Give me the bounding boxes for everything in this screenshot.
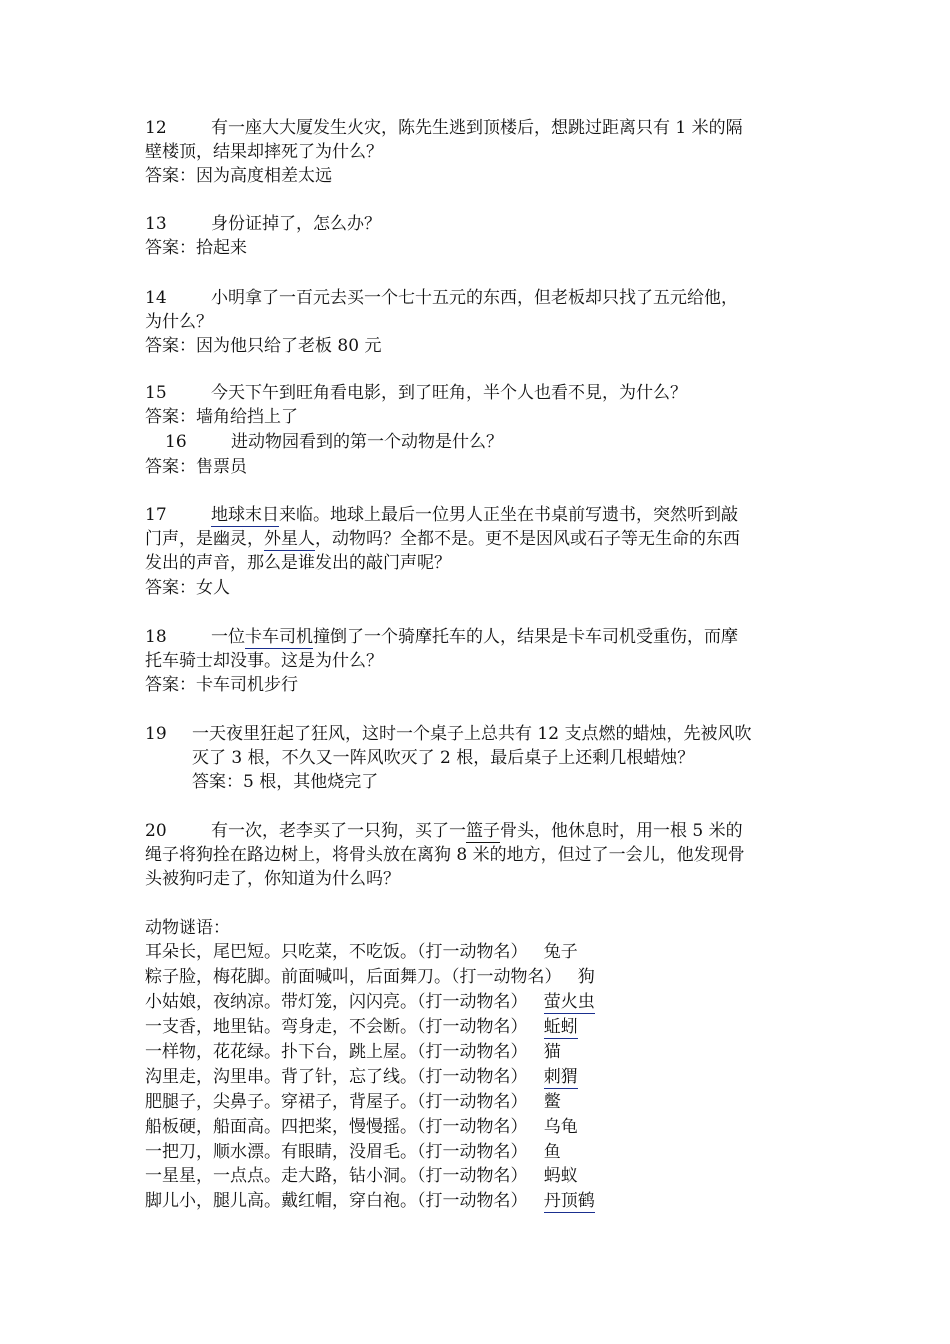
question-19-answer: 答案：5 根，其他烧完了	[192, 772, 379, 792]
question-17-answer: 答案：女人	[145, 578, 230, 598]
riddle-clue: 一支香，地里钻。弯身走，不会断。（打一动物名）	[145, 1017, 528, 1037]
question-text: 一位	[211, 627, 245, 647]
hyperlink-text[interactable]: 地球末日	[211, 505, 279, 525]
riddle-answer: 狗	[577, 967, 595, 987]
riddle-answer: 鱼	[543, 1142, 561, 1162]
question-17-line-2	[145, 527, 740, 551]
riddle-answer[interactable]: 蚯蚓	[543, 1017, 578, 1037]
question-number: 19	[145, 724, 167, 744]
question-text: 有一次，老李买了一只狗，买了一	[211, 821, 466, 841]
question-14-line-1	[145, 286, 738, 310]
riddle-answer[interactable]: 丹顶鹤	[543, 1191, 595, 1211]
question-12-line-2: 壁楼顶，结果却摔死了为什么？	[145, 142, 383, 162]
question-19-line-2: 灭了 3 根，不久又一阵风吹灭了 2 根，最后桌子上还剩几根蜡烛？	[192, 748, 695, 768]
riddle-item	[145, 1140, 561, 1164]
question-13-answer: 答案：拾起来	[145, 238, 247, 258]
question-number: 20	[145, 821, 167, 841]
question-text: 骨头，他休息时，用一根 5 米的	[500, 821, 743, 841]
question-17-line-3: 发出的声音，那么是谁发出的敲门声呢？	[145, 553, 451, 573]
question-18-line-2: 托车骑士却没事。这是为什么？	[145, 651, 383, 671]
riddle-clue: 小姑娘，夜纳凉。带灯笼，闪闪亮。（打一动物名）	[145, 992, 528, 1012]
riddle-item	[145, 1040, 561, 1064]
riddle-item	[145, 1065, 578, 1089]
question-text: 进动物园看到的第一个动物是什么？	[231, 432, 503, 452]
question-19-line-1	[145, 722, 751, 746]
question-text: ，动物吗？全都不是。更不是因风或石子等无生命的东西	[315, 529, 740, 549]
question-20-line-2: 绳子将狗拴在路边树上，将骨头放在离狗 8 米的地方，但过了一会儿，他发现骨	[145, 845, 745, 865]
question-text: 来临。地球上最后一位男人正坐在书桌前写遗书，突然听到敲	[279, 505, 738, 525]
question-15-line-1	[145, 381, 687, 405]
riddle-clue: 一把刀，顺水漂。有眼睛，没眉毛。（打一动物名）	[145, 1142, 528, 1162]
question-text: 今天下午到旺角看电影，到了旺角，半个人也看不見，为什么？	[211, 383, 687, 403]
riddle-clue: 一星星，一点点。走大路，钻小洞。（打一动物名）	[145, 1166, 528, 1186]
riddle-answer: 鳖	[543, 1092, 561, 1112]
riddle-item	[145, 990, 595, 1014]
riddle-item	[145, 1115, 578, 1139]
question-17-line-1	[145, 503, 738, 527]
question-text: 身份证掉了，怎么办？	[211, 214, 381, 234]
question-number: 18	[145, 627, 167, 647]
question-15-answer: 答案：墙角给挡上了	[145, 407, 298, 427]
riddle-answer: 蚂蚁	[543, 1166, 578, 1186]
question-number: 15	[145, 383, 167, 403]
question-20-line-3: 头被狗叼走了，你知道为什么吗？	[145, 869, 400, 889]
question-14-answer: 答案：因为他只给了老板 80 元	[145, 336, 382, 356]
riddle-answer: 乌龟	[543, 1117, 578, 1137]
riddle-item	[145, 940, 578, 964]
question-number: 16	[165, 432, 187, 452]
riddle-item	[145, 1015, 578, 1039]
question-18-line-1	[145, 625, 738, 649]
question-13-line-1	[145, 212, 381, 236]
question-14-line-2: 为什么？	[145, 312, 213, 332]
riddle-clue: 沟里走，沟里串。背了针，忘了线。（打一动物名）	[145, 1067, 528, 1087]
question-12-line-1	[145, 116, 743, 140]
question-text: 一天夜里狂起了狂风，这时一个桌子上总共有 12 支点燃的蜡烛，先被风吹	[192, 724, 752, 744]
riddle-item	[145, 1164, 578, 1188]
riddle-clue: 耳朵长，尾巴短。只吃菜，不吃饭。（打一动物名）	[145, 942, 528, 962]
riddle-answer: 猫	[543, 1042, 561, 1062]
question-number: 12	[145, 118, 167, 138]
riddle-answer[interactable]: 萤火虫	[543, 992, 595, 1012]
riddle-answer: 兔子	[543, 942, 578, 962]
hyperlink-text[interactable]: 卡车司机	[245, 627, 313, 647]
question-number: 17	[145, 505, 167, 525]
question-text: 门声，是幽灵，	[145, 529, 264, 549]
question-text: 有一座大大厦发生火灾，陈先生逃到顶楼后，想跳过距离只有 1 米的隔	[211, 118, 743, 138]
riddles-heading: 动物谜语：	[145, 918, 230, 938]
riddle-clue: 粽子脸，梅花脚。前面喊叫，后面舞刀。（打一动物名）	[145, 967, 562, 987]
riddle-clue: 脚儿小，腿儿高。戴红帽，穿白袍。（打一动物名）	[145, 1191, 528, 1211]
underlined-text: 篮子	[466, 821, 500, 841]
riddle-clue: 船板硬，船面高。四把桨，慢慢摇。（打一动物名）	[145, 1117, 528, 1137]
riddle-item	[145, 965, 595, 989]
question-16-answer: 答案：售票员	[145, 457, 247, 477]
question-12-answer: 答案：因为高度相差太远	[145, 166, 332, 186]
hyperlink-text[interactable]: 外星人	[264, 529, 315, 549]
riddle-clue: 肥腿子，尖鼻子。穿裙子，背屋子。（打一动物名）	[145, 1092, 528, 1112]
riddle-answer[interactable]: 刺猬	[543, 1067, 578, 1087]
question-18-answer: 答案：卡车司机步行	[145, 675, 298, 695]
riddle-item	[145, 1090, 561, 1114]
question-20-line-1	[145, 819, 743, 843]
riddle-clue: 一样物，花花绿。扑下台，跳上屋。（打一动物名）	[145, 1042, 528, 1062]
question-text: 撞倒了一个骑摩托车的人，结果是卡车司机受重伤，而摩	[313, 627, 738, 647]
riddle-item	[145, 1189, 595, 1213]
question-number: 14	[145, 288, 167, 308]
question-16-line-1	[165, 430, 503, 454]
question-number: 13	[145, 214, 167, 234]
question-text: 小明拿了一百元去买一个七十五元的东西，但老板却只找了五元给他，	[211, 288, 738, 308]
